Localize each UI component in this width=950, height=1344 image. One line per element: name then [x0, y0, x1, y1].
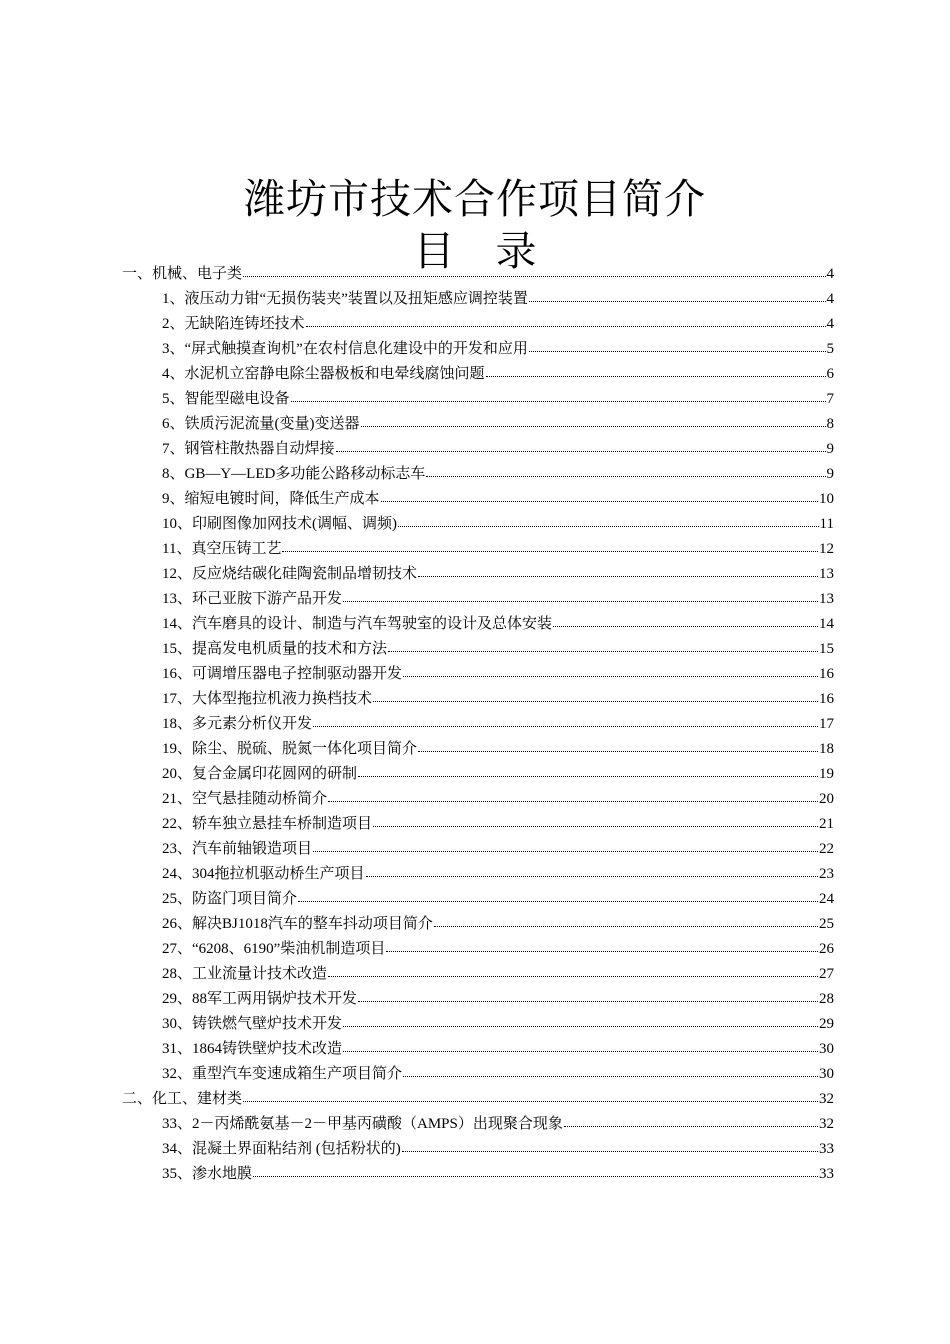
toc-entry-title: 24、304拖拉机驱动桥生产项目	[162, 866, 365, 882]
toc-page-number: 17	[819, 716, 834, 732]
dot-leader	[243, 262, 825, 277]
toc-entry[interactable]	[118, 987, 834, 1012]
toc-entry-title: 15、提高发电机质量的技术和方法	[162, 641, 388, 657]
dot-leader	[291, 387, 826, 402]
toc-entry-title: 31、1864铸铁壁炉技术改造	[162, 1041, 343, 1057]
toc-entry[interactable]	[118, 762, 834, 787]
toc-entry-title: 6、铁质污泥流量(变量)变送器	[162, 416, 360, 432]
toc-page-number: 33	[819, 1166, 834, 1182]
dot-leader	[343, 1012, 818, 1027]
toc-page-number: 10	[819, 491, 834, 507]
toc-page-number: 13	[819, 591, 834, 607]
toc-entry-title: 20、复合金属印花圆网的研制	[162, 766, 358, 782]
toc-entry[interactable]	[118, 862, 834, 887]
toc-entry-title: 11、真空压铸工艺	[162, 541, 282, 557]
toc-entry-title: 4、水泥机立窑静电除尘器极板和电晕线腐蚀问题	[162, 366, 485, 382]
dot-leader	[328, 787, 818, 802]
toc-entry[interactable]	[118, 687, 834, 712]
toc-entry-title: 19、除尘、脱硫、脱氮一体化项目简介	[162, 741, 418, 757]
toc-page-number: 27	[819, 966, 834, 982]
toc-entry-title: 3、“屏式触摸查询机”在农村信息化建设中的开发和应用	[162, 341, 528, 357]
toc-entry[interactable]	[118, 637, 834, 662]
toc-entry[interactable]	[118, 462, 834, 487]
toc-entry-title: 28、工业流量计技术改造	[162, 966, 328, 982]
dot-leader	[313, 837, 818, 852]
toc-page-number: 26	[819, 941, 834, 957]
dot-leader	[343, 587, 818, 602]
toc-page-number: 24	[819, 891, 834, 907]
toc-entry[interactable]	[118, 812, 834, 837]
table-of-contents	[118, 262, 834, 1187]
toc-page-number: 9	[826, 441, 834, 457]
toc-page-number: 30	[819, 1041, 834, 1057]
toc-page-number: 9	[826, 466, 834, 482]
toc-entry-title: 23、汽车前轴锻造项目	[162, 841, 313, 857]
dot-leader	[361, 412, 826, 427]
toc-entry[interactable]	[118, 837, 834, 862]
dot-leader	[336, 437, 826, 452]
toc-page-number: 14	[819, 616, 834, 632]
dot-leader	[358, 987, 818, 1002]
dot-leader	[328, 962, 818, 977]
dot-leader	[486, 362, 826, 377]
toc-entry[interactable]	[118, 362, 834, 387]
toc-page-number: 16	[819, 666, 834, 682]
toc-entry[interactable]	[118, 312, 834, 337]
toc-entry[interactable]	[118, 937, 834, 962]
dot-leader	[564, 1112, 818, 1127]
toc-page-number: 13	[819, 566, 834, 582]
dot-leader	[313, 712, 818, 727]
toc-page-number: 11	[819, 516, 834, 532]
toc-entry-title: 一、机械、电子类	[122, 266, 243, 282]
toc-entry-title: 2、无缺陷连铸坯技术	[162, 316, 305, 332]
toc-entry[interactable]	[118, 1062, 834, 1087]
toc-entry-title: 8、GB—Y—LED多功能公路移动标志车	[162, 466, 426, 482]
dot-leader	[418, 562, 818, 577]
toc-entry[interactable]	[118, 712, 834, 737]
toc-page-number: 32	[819, 1116, 834, 1132]
toc-entry-title: 25、防盗门项目简介	[162, 891, 298, 907]
toc-entry[interactable]	[118, 912, 834, 937]
toc-entry[interactable]	[118, 487, 834, 512]
dot-leader	[253, 1162, 818, 1177]
toc-entry-title: 27、“6208、6190”柴油机制造项目	[162, 941, 386, 957]
dot-leader	[282, 537, 818, 552]
toc-page-number: 4	[826, 291, 834, 307]
toc-section[interactable]	[118, 262, 834, 287]
toc-page-number: 32	[819, 1091, 834, 1107]
toc-entry-title: 33、2－丙烯酰氨基－2－甲基丙磺酸（AMPS）出现聚合现象	[162, 1116, 563, 1132]
dot-leader	[426, 462, 825, 477]
dot-leader	[402, 1137, 818, 1152]
toc-page-number: 5	[826, 341, 834, 357]
toc-entry[interactable]	[118, 662, 834, 687]
toc-entry[interactable]	[118, 337, 834, 362]
dot-leader	[529, 337, 826, 352]
toc-entry-title: 32、重型汽车变速成箱生产项目简介	[162, 1066, 403, 1082]
toc-entry[interactable]	[118, 1162, 834, 1187]
toc-heading: 目 录	[413, 227, 537, 275]
document-title: 潍坊市技术合作项目简介	[244, 175, 706, 223]
dot-leader	[434, 912, 818, 927]
toc-page-number: 22	[819, 841, 834, 857]
toc-entry-title: 18、多元素分析仪开发	[162, 716, 313, 732]
toc-page-number: 19	[819, 766, 834, 782]
toc-entry-title: 22、轿车独立悬挂车桥制造项目	[162, 816, 373, 832]
dot-leader	[398, 512, 819, 527]
toc-page-number: 8	[826, 416, 834, 432]
dot-leader	[373, 687, 818, 702]
toc-entry[interactable]	[118, 562, 834, 587]
toc-entry[interactable]	[118, 587, 834, 612]
toc-entry-title: 9、缩短电镀时间，降低生产成本	[162, 491, 380, 507]
toc-entry[interactable]	[118, 387, 834, 412]
toc-entry[interactable]	[118, 537, 834, 562]
dot-leader	[366, 862, 818, 877]
toc-section[interactable]	[118, 1087, 834, 1112]
dot-leader	[358, 762, 818, 777]
toc-entry-title: 30、铸铁燃气壁炉技术开发	[162, 1016, 343, 1032]
toc-entry[interactable]	[118, 512, 834, 537]
toc-page-number: 25	[819, 916, 834, 932]
toc-entry[interactable]	[118, 287, 834, 312]
toc-entry[interactable]	[118, 1012, 834, 1037]
dot-leader	[373, 812, 818, 827]
toc-page-number: 16	[819, 691, 834, 707]
toc-page-number: 30	[819, 1066, 834, 1082]
toc-entry-title: 14、汽车磨具的设计、制造与汽车驾驶室的设计及总体安装	[162, 616, 553, 632]
toc-page-number: 23	[819, 866, 834, 882]
dot-leader	[529, 287, 826, 302]
dot-leader	[403, 1062, 818, 1077]
toc-entry-title: 12、反应烧结碳化硅陶瓷制品增韧技术	[162, 566, 418, 582]
toc-entry[interactable]	[118, 737, 834, 762]
toc-entry[interactable]	[118, 437, 834, 462]
dot-leader	[381, 487, 818, 502]
toc-page-number: 4	[826, 266, 834, 282]
toc-page-number: 4	[826, 316, 834, 332]
toc-entry-title: 7、钢管柱散热器自动焊接	[162, 441, 335, 457]
toc-page-number: 29	[819, 1016, 834, 1032]
toc-entry-title: 16、可调增压器电子控制驱动器开发	[162, 666, 403, 682]
toc-page-number: 18	[819, 741, 834, 757]
dot-leader	[386, 937, 818, 952]
toc-entry-title: 17、大体型拖拉机液力换档技术	[162, 691, 373, 707]
dot-leader	[343, 1037, 818, 1052]
toc-page-number: 6	[826, 366, 834, 382]
toc-entry[interactable]	[118, 787, 834, 812]
toc-entry-title: 10、印刷图像加网技术(调幅、调频)	[162, 516, 397, 532]
toc-entry-title: 5、智能型磁电设备	[162, 391, 290, 407]
dot-leader	[388, 637, 818, 652]
dot-leader	[243, 1087, 818, 1102]
toc-entry[interactable]	[118, 412, 834, 437]
toc-entry-title: 21、空气悬挂随动桥简介	[162, 791, 328, 807]
dot-leader	[298, 887, 818, 902]
toc-entry[interactable]	[118, 612, 834, 637]
dot-leader	[553, 612, 818, 627]
toc-entry[interactable]	[118, 1137, 834, 1162]
toc-page-number: 15	[819, 641, 834, 657]
toc-entry-title: 1、液压动力钳“无损伤装夹”装置以及扭矩感应调控装置	[162, 291, 528, 307]
toc-entry[interactable]	[118, 887, 834, 912]
toc-page-number: 21	[819, 816, 834, 832]
toc-page-number: 12	[819, 541, 834, 557]
toc-entry[interactable]	[118, 1037, 834, 1062]
toc-page-number: 20	[819, 791, 834, 807]
toc-page-number: 7	[826, 391, 834, 407]
toc-page-number: 33	[819, 1141, 834, 1157]
dot-leader	[403, 662, 818, 677]
toc-entry[interactable]	[118, 962, 834, 987]
toc-entry-title: 35、渗水地膜	[162, 1166, 253, 1182]
toc-entry-title: 29、88军工两用锅炉技术开发	[162, 991, 358, 1007]
toc-page-number: 28	[819, 991, 834, 1007]
dot-leader	[306, 312, 826, 327]
toc-entry[interactable]	[118, 1112, 834, 1137]
toc-entry-title: 26、解决BJ1018汽车的整车抖动项目简介	[162, 916, 433, 932]
toc-entry-title: 13、环己亚胺下游产品开发	[162, 591, 343, 607]
dot-leader	[418, 737, 818, 752]
toc-entry-title: 34、混凝土界面粘结剂 (包括粉状的)	[162, 1141, 401, 1157]
toc-entry-title: 二、化工、建材类	[122, 1091, 243, 1107]
